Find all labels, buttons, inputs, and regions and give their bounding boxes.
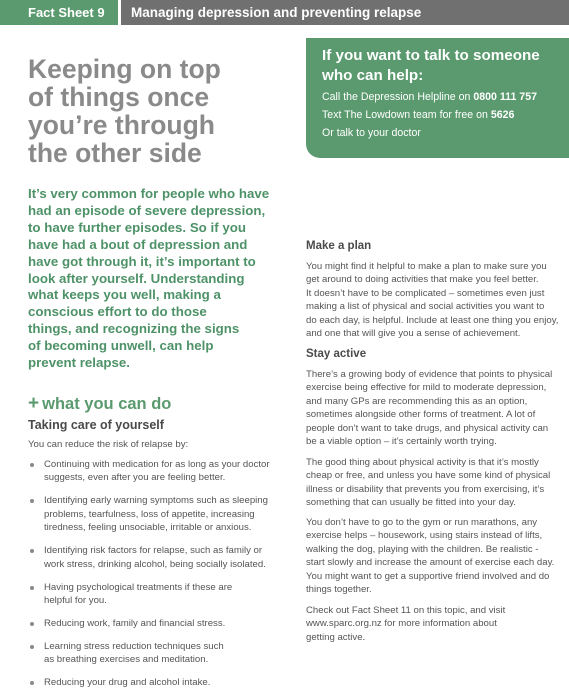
what-you-can-do-heading — [28, 393, 171, 415]
helpline-phone-text: Call the Depression Helpline on — [322, 91, 474, 103]
paragraph-line: www.sparc.org.nz for more information about — [306, 618, 497, 630]
callout-title-line: who can help: — [322, 67, 424, 84]
paragraph-line: walking the dog, playing with the children. Be realistic - — [306, 543, 539, 555]
list-item — [30, 640, 292, 667]
helpline-doctor-line: Or talk to your doctor — [322, 127, 421, 139]
list-item-line: Continuing with medication for as long as your doctor — [44, 459, 270, 470]
paragraph-line: and one that will give you a sense of achievement. — [306, 328, 521, 340]
paragraph-line: You don’t have to go to the gym or run marathons, any — [306, 517, 538, 528]
intro-paragraph — [28, 186, 290, 372]
paragraph-line: do each day, is helpful. Include at least one thing you enjoy, — [306, 314, 559, 326]
headline-line: you’re through — [28, 110, 215, 140]
page-headline — [28, 55, 298, 167]
paragraph-line: things together. — [306, 584, 372, 596]
list-item-line: work stress, drinking alcohol, being socially isolated. — [44, 558, 266, 570]
what-you-can-do-label: what you can do — [42, 395, 172, 413]
list-item — [30, 581, 292, 608]
helpline-text-line — [322, 109, 514, 121]
intro-line: of becoming unwell, can help — [28, 338, 214, 354]
intro-line: things, and recognizing the signs — [28, 321, 240, 337]
intro-line: conscious effort to do those — [28, 304, 207, 320]
paragraph-line: You might find it helpful to make a plan to make sure you — [306, 261, 547, 272]
helpline-text-number: 5626 — [490, 109, 515, 121]
intro-line: have had a bout of depression and — [28, 236, 248, 252]
headline-line: Keeping on top — [28, 54, 221, 84]
intro-line: what keeps you well, making a — [28, 287, 221, 303]
paragraph-line: something that can usually be fitted into your day. — [306, 497, 516, 509]
make-a-plan-heading: Make a plan — [306, 240, 372, 252]
paragraph-line: getting active. — [306, 631, 366, 643]
intro-line: It’s very common for people who have — [28, 186, 270, 201]
list-item — [30, 676, 292, 689]
callout-title-line: If you want to talk to someone — [322, 47, 540, 64]
fact-sheet-title: Managing depression and preventing relapse — [121, 0, 569, 25]
paragraph-line: and many GPs are recommending this as an option, — [306, 395, 528, 407]
paragraph-line: making a list of physical and social activities you want to — [306, 301, 545, 313]
paragraph-line: Check out Fact Sheet 11 on this topic, and visit — [306, 605, 506, 616]
list-item-line: as breathing exercises and meditation. — [44, 654, 209, 666]
list-item-line: Learning stress reduction techniques such — [44, 641, 224, 653]
paragraph-line: The good thing about physical activity is that it’s mostly — [306, 457, 539, 468]
paragraph-line: cheap or free, and unless you have some kind of physical — [306, 470, 551, 482]
list-item-line: problems, tearfulness, loss of appetite, increasing — [44, 508, 255, 520]
paragraph-line: start slowly and increase the amount of exercise each day. — [306, 557, 555, 569]
list-item — [30, 494, 292, 534]
stay-active-paragraph-4 — [306, 604, 505, 644]
stay-active-heading: Stay active — [306, 348, 367, 360]
helpline-phone-number: 0800 111 757 — [473, 91, 537, 103]
paragraph-line: illness or disability that prevents you from exercising, it’s — [306, 483, 545, 495]
paragraph-line: get around to doing activities that make you feel better. — [306, 274, 539, 286]
helpline-text-text: Text The Lowdown team for free on — [322, 109, 491, 121]
list-item-line: Reducing your drug and alcohol intake. — [44, 677, 211, 689]
paragraph-line: be a viable option – it’s certainly worth trying. — [306, 436, 497, 448]
header-bar — [0, 0, 569, 25]
paragraph-line: It doesn’t have to be complicated – sometimes even just — [306, 287, 545, 299]
headline-line: the other side — [28, 138, 202, 168]
list-item-line: tiredness, feeling unsociable, irritable or anxious. — [44, 522, 252, 534]
headline-line: of things once — [28, 82, 210, 112]
intro-line: prevent relapse. — [28, 355, 130, 371]
taking-care-lead-text: You can reduce the risk of relapse by: — [28, 439, 189, 450]
intro-line: have got through it, it’s important to — [28, 253, 256, 269]
list-item-line: Identifying early warning symptoms such as sleeping — [44, 495, 268, 507]
stay-active-paragraph-3 — [306, 516, 554, 596]
intro-line: look after yourself. Understanding — [28, 270, 245, 286]
callout-title — [322, 46, 540, 86]
list-item-line: Identifying risk factors for relapse, such as family or — [44, 545, 263, 557]
fact-sheet-tag: Fact Sheet 9 — [0, 0, 118, 25]
list-item-line: Having psychological treatments if these are — [44, 581, 233, 593]
paragraph-line: people don’t want to take drugs, and physical activity can — [306, 422, 549, 434]
list-item — [30, 458, 292, 485]
intro-line: had an episode of severe depression, — [28, 202, 266, 218]
taking-care-lead — [28, 438, 188, 451]
paragraph-line: exercise being effective for mild to moderate depression, — [306, 382, 547, 394]
relapse-tips-list — [30, 458, 292, 699]
intro-line: to have further episodes. So if you — [28, 219, 246, 235]
paragraph-line: There’s a growing body of evidence that points to physical — [306, 369, 553, 380]
stay-active-paragraph-1 — [306, 368, 552, 448]
paragraph-line: exercise helps – housework, using stairs instead of lifts, — [306, 530, 543, 542]
list-item-line: suggests, even after you are feeling better. — [44, 472, 226, 484]
list-item-line: helpful for you. — [44, 595, 107, 607]
helpline-callout — [306, 38, 569, 158]
helpline-phone-line — [322, 91, 537, 103]
paragraph-line: You might want to get a supportive friend involved and do — [306, 570, 550, 582]
paragraph-line: sometimes alongside other forms of treatment. A lot of — [306, 409, 536, 421]
list-item-line: Reducing work, family and financial stress. — [44, 618, 226, 630]
list-item — [30, 544, 292, 571]
plus-icon: + — [28, 393, 40, 414]
stay-active-paragraph-2 — [306, 456, 550, 510]
make-a-plan-paragraph — [306, 260, 558, 340]
taking-care-heading: Taking care of yourself — [28, 418, 164, 432]
list-item — [30, 617, 292, 630]
